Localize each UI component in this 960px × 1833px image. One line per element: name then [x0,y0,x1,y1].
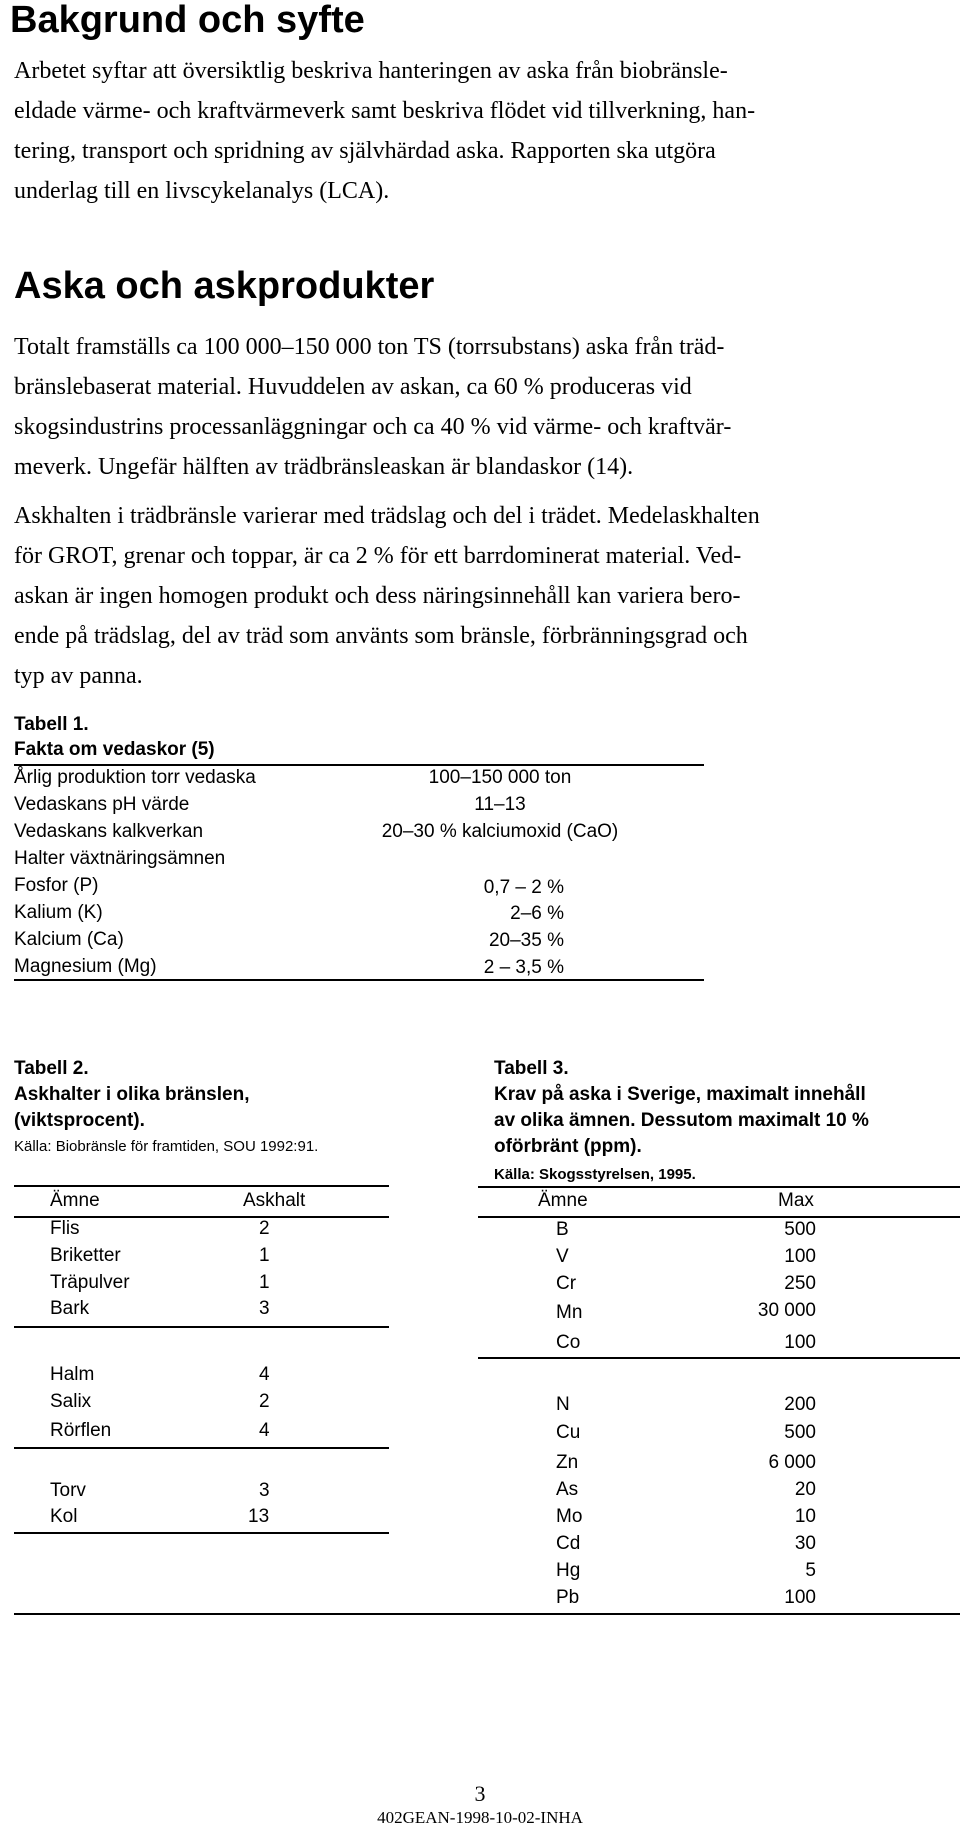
text-line: underlag till en livscykelanalys (LCA). [14,178,390,204]
table1-row-value: 2 – 3,5 % [483,957,564,978]
text-line: meverk. Ungefär hälften av trädbränsleaskan är blandaskor (14). [14,454,634,480]
table3-group-rule [478,1357,960,1359]
table2-cell-substance: Träpulver [50,1272,130,1293]
table3-cell-value: 250 [784,1273,816,1294]
table3-cell-substance: Cu [556,1422,581,1443]
table2-cell-substance: Salix [50,1391,92,1412]
heading-bakgrund: Bakgrund och syfte [10,0,365,41]
table2-group-rule [14,1447,389,1449]
table3-cell-value: 20 [794,1479,816,1500]
table1-bottom-rule [14,979,704,981]
table2-title-line: Askhalter i olika bränslen, [14,1084,250,1105]
table3-label: Tabell 3. [494,1058,569,1079]
table2-cell-value: 13 [248,1506,270,1527]
text-line: för GROT, grenar och toppar, är ca 2 % för ett barrdominerat material. Ved- [14,543,742,569]
table3-cell-value: 5 [805,1560,816,1581]
table1-label: Tabell 1. [14,714,89,735]
text-line: Askhalten i trädbränsle varierar med trädslag och del i trädet. Medelaskhalten [14,503,760,529]
table2-source: Källa: Biobränsle för framtiden, SOU 1992:91. [14,1138,319,1155]
table2-cell-substance: Kol [50,1506,78,1527]
table3-cell-substance: Cr [556,1273,577,1294]
table2-cell-value: 3 [259,1480,270,1501]
table2-cell-value: 3 [259,1298,270,1319]
table3-source: Källa: Skogsstyrelsen, 1995. [494,1166,696,1183]
table3-cell-value: 10 [794,1506,816,1527]
page-number: 3 [474,1781,486,1806]
text-line: Totalt framställs ca 100 000–150 000 ton TS (torrsubstans) aska från träd- [14,334,725,360]
table2-top-rule [14,1185,389,1187]
table1-row-name: Årlig produktion torr vedaska [14,767,256,788]
table2-cell-substance: Halm [50,1364,95,1385]
table2-cell-substance: Flis [50,1218,80,1239]
heading-aska: Aska och askprodukter [14,265,435,307]
table1-row-name: Kalium (K) [14,902,103,923]
table3-cell-value: 6 000 [768,1452,816,1473]
table1-row-value: 11–13 [474,794,526,815]
table3-cell-value: 200 [784,1394,816,1415]
table2-cell-value: 4 [259,1364,270,1385]
table1-row-name: Halter växtnäringsämnen [14,848,226,869]
table2-cell-value: 1 [259,1272,270,1293]
table3-title-line: Krav på aska i Sverige, maximalt innehåll [494,1084,866,1105]
table2-cell-value: 2 [259,1391,270,1412]
table3-header-substance: Ämne [538,1190,588,1211]
table1-row-name: Magnesium (Mg) [14,956,157,977]
table3-cell-value: 30 000 [757,1300,816,1321]
text-line: typ av panna. [14,663,143,689]
table3-cell-substance: V [556,1246,569,1267]
table1-row-value: 20–30 % kalciumoxid (CaO) [381,821,619,842]
table3-cell-substance: Hg [556,1560,581,1581]
table3-cell-value: 500 [784,1422,816,1443]
table1-row-name: Fosfor (P) [14,875,99,896]
table2-header-ash: Askhalt [243,1190,306,1211]
table1-row-name: Vedaskans pH värde [14,794,190,815]
tables-bottom-rule [14,1613,960,1615]
table1-row-name: Vedaskans kalkverkan [14,821,204,842]
paragraph-bakgrund [14,51,934,211]
table2-bottom-rule [14,1532,389,1534]
table1-row-value: 20–35 % [488,930,564,951]
text-line: tering, transport och spridning av självhärdad aska. Rapporten ska utgöra [14,138,716,164]
table1-row-value: 0,7 – 2 % [483,877,564,898]
table3-cell-substance: As [556,1479,579,1500]
table2-cell-substance: Bark [50,1298,90,1319]
table3-cell-substance: Mo [556,1506,583,1527]
text-line: bränslebaserat material. Huvuddelen av askan, ca 60 % produceras vid [14,374,692,400]
text-line: Arbetet syftar att översiktlig beskriva hanteringen av aska från biobränsle- [14,58,728,84]
table3-title-line: oförbränt (ppm). [494,1136,642,1157]
text-line: skogsindustrins processanläggningar och ca 40 % vid värme- och kraftvär- [14,414,732,440]
table2-group-rule [14,1326,389,1328]
table1-row-value: 100–150 000 ton [428,767,572,788]
table2-cell-substance: Rörflen [50,1420,112,1441]
table3-cell-value: 500 [784,1219,816,1240]
table2-cell-substance: Briketter [50,1245,121,1266]
table3-cell-substance: Mn [556,1302,583,1323]
table1-title: Fakta om vedaskor (5) [14,739,215,760]
table1-row-value: 2–6 % [510,903,564,924]
table2-title-line: (viktsprocent). [14,1110,145,1131]
table2-cell-value: 2 [259,1218,270,1239]
table3-header-max: Max [778,1190,814,1211]
table2-cell-substance: Torv [50,1480,86,1501]
table3-cell-substance: Zn [556,1452,579,1473]
table3-cell-substance: Cd [556,1533,581,1554]
table2-header-substance: Ämne [50,1190,100,1211]
table3-cell-substance: Pb [556,1587,580,1608]
text-line: eldade värme- och kraftvärmeverk samt beskriva flödet vid tillverkning, han- [14,98,756,124]
paragraph-aska-2 [14,496,934,696]
table2-label: Tabell 2. [14,1058,89,1079]
text-line: ende på trädslag, del av träd som använts som bränsle, förbränningsgrad och [14,623,748,649]
text-line: askan är ingen homogen produkt och dess näringsinnehåll kan variera bero- [14,583,741,609]
table3-cell-substance: Co [556,1332,581,1353]
paragraph-aska-1 [14,327,934,487]
table3-cell-substance: N [556,1394,570,1415]
table1-row-name: Kalcium (Ca) [14,929,124,950]
document-id: 402GEAN-1998-10-02-INHA [377,1808,583,1827]
table3-title-line: av olika ämnen. Dessutom maximalt 10 % [494,1110,869,1131]
table2-cell-value: 1 [259,1245,270,1266]
table2-cell-value: 4 [259,1420,270,1441]
table3-cell-value: 100 [784,1332,816,1353]
table3-cell-value: 100 [784,1587,816,1608]
table3-cell-value: 100 [784,1246,816,1267]
table3-cell-substance: B [556,1219,569,1240]
table3-cell-value: 30 [794,1533,816,1554]
